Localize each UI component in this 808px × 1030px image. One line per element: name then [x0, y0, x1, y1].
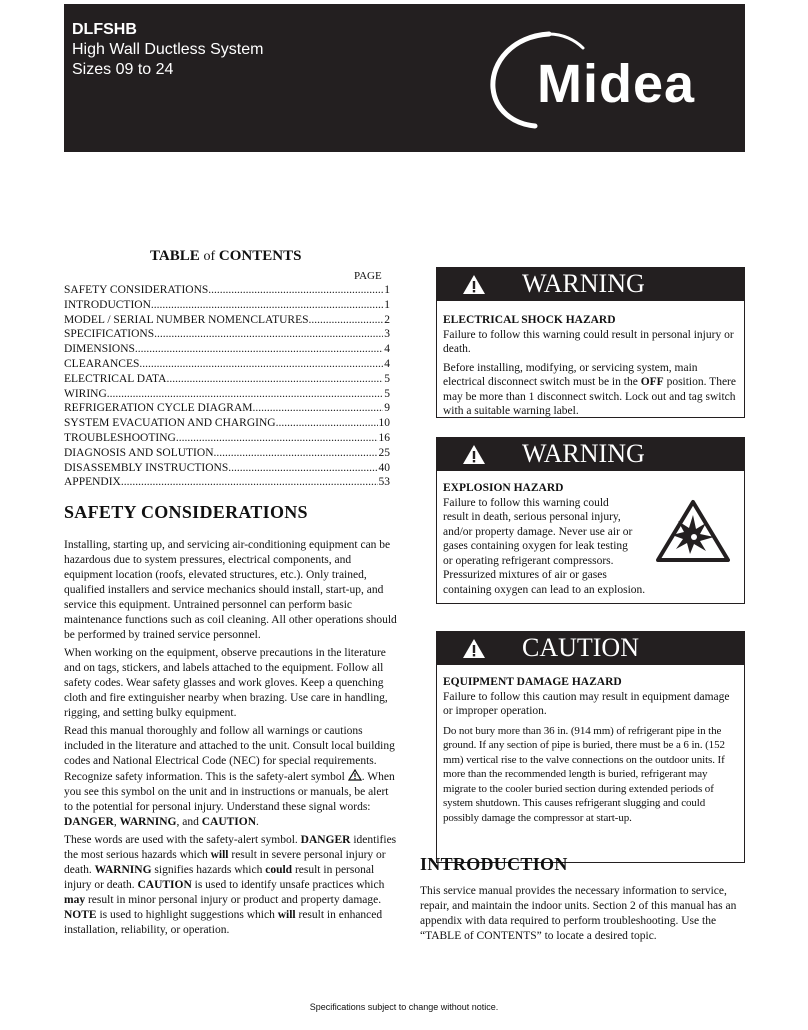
warning-text-lines: Failure to follow this warning could result in death, serious personal injury, and/or property damage. Never use air or gases containing oxygen for leak testing or operating refrigerant compressors. Pressurized mixtures of air or gases containing oxygen can lead to an explosion.	[443, 496, 646, 596]
safety-paragraph: Installing, starting up, and servicing air-conditioning equipment can be hazardous due to system pressures, electrical components, and equipment location (roofs, elevated structures, etc.). Only trained, qualified installers and service mechanics should install, start-up, and service this equipment. Untrained personnel can perform basic maintenance functions such as coil cleaning. All other operations should be performed by trained service personnel.	[64, 539, 397, 641]
toc-entry[interactable]	[64, 373, 390, 388]
toc-entry-label: TROUBLESHOOTING	[64, 431, 176, 444]
signal-word: WARNING	[522, 269, 645, 298]
intro-body: This service manual provides the necessary information to service, repair, and maintain the indoor units. Section 2 of this manual has an appendix with data required to perform troubleshooting. Use the “TABLE of CONTENTS” to locate a desired topic.	[420, 885, 737, 942]
toc-entry-page: 1	[384, 284, 390, 296]
toc-entry-page: 25	[378, 446, 390, 459]
safety-alert-icon	[348, 769, 362, 781]
toc-entry[interactable]	[64, 417, 390, 432]
toc-leader-dots	[139, 358, 383, 370]
toc-list	[64, 284, 390, 491]
toc-entry[interactable]	[64, 284, 390, 299]
safety-paragraph: When working on the equipment, observe precautions in the literature and on tags, stickers, and labels attached to the equipment. Follow all safety codes. Wear safety glasses and work gloves. Keep a quenching cloth and fire extinguisher nearby when brazing. Use care in handling, rigging, and setting bulky equipment.	[64, 647, 388, 719]
toc-entry-label: DIMENSIONS	[64, 343, 135, 356]
toc-entry[interactable]	[64, 314, 390, 329]
toc-entry-label: REFRIGERATION CYCLE DIAGRAM	[64, 402, 253, 415]
toc-leader-dots	[228, 462, 377, 474]
toc-entry[interactable]	[64, 432, 390, 447]
toc-entry[interactable]	[64, 343, 390, 358]
warning-box-explosion	[436, 437, 745, 604]
warning-triangle-icon	[462, 638, 486, 659]
toc-entry-page: 4	[384, 357, 390, 370]
toc-entry[interactable]	[64, 462, 390, 477]
intro-heading: INTRODUCTION	[420, 854, 568, 874]
toc-entry-page: 4	[384, 343, 390, 356]
brand-logo	[483, 22, 743, 132]
toc-page-label: PAGE	[354, 270, 382, 282]
toc-leader-dots	[252, 402, 383, 414]
toc-leader-dots	[121, 476, 378, 488]
toc-leader-dots	[214, 447, 378, 459]
toc-leader-dots	[176, 432, 378, 444]
toc-leader-dots	[208, 284, 383, 296]
toc-entry[interactable]	[64, 299, 390, 314]
warning-text: Failure to follow this warning could result in personal injury or death.	[443, 328, 734, 355]
safety-body	[64, 538, 400, 941]
toc-entry-page: 10	[378, 417, 390, 430]
toc-entry-label: SPECIFICATIONS	[64, 328, 155, 341]
toc-entry-label: DIAGNOSIS AND SOLUTION	[64, 446, 214, 459]
footer-note: Specifications subject to change without notice.	[309, 1002, 499, 1012]
toc-entry-page: 40	[378, 461, 390, 474]
product-line: High Wall Ductless System	[72, 41, 264, 58]
toc-entry-page: 5	[384, 387, 390, 400]
toc-entry[interactable]	[64, 476, 390, 491]
warning-header	[436, 437, 745, 471]
warning-box-electrical	[436, 267, 745, 418]
toc-entry[interactable]	[64, 328, 390, 343]
toc-entry-label: DISASSEMBLY INSTRUCTIONS	[64, 461, 229, 474]
toc-entry[interactable]	[64, 388, 390, 403]
caution-header	[436, 631, 745, 665]
hazard-title: EXPLOSION HAZARD	[443, 482, 564, 494]
brand-name: Midea	[537, 54, 696, 114]
toc-leader-dots	[309, 314, 384, 326]
toc-entry-label: ELECTRICAL DATA	[64, 372, 167, 385]
toc-title: TABLE of CONTENTS	[150, 248, 302, 264]
toc-entry-label: APPENDIX	[64, 476, 121, 489]
caution-text: Do not bury more than 36 in. (914 mm) of refrigerant pipe in the ground. If any section of pipe is buried, there must be a 6 in. (152 mm) vertical rise to the valve connections on the outdoor units. If more than the recommended length is buried, refrigerant may migrate to the cooler buried section during extended periods of system shutdown. This causes refrigerant slugging and could possibly damage the compressor at start-up.	[443, 724, 725, 824]
toc-entry-label: CLEARANCES	[64, 357, 140, 370]
toc-leader-dots	[276, 417, 378, 429]
size-range: Sizes 09 to 24	[72, 61, 174, 78]
toc-entry-page: 9	[384, 402, 390, 415]
header-title-block	[72, 20, 263, 80]
hazard-title: ELECTRICAL SHOCK HAZARD	[443, 314, 616, 326]
warning-triangle-icon	[462, 274, 486, 295]
toc-entry-page: 16	[378, 431, 390, 444]
toc-entry-page: 3	[384, 328, 390, 341]
toc-leader-dots	[166, 373, 383, 385]
toc-entry-page: 53	[378, 476, 390, 489]
hazard-title: EQUIPMENT DAMAGE HAZARD	[443, 676, 622, 688]
warning-triangle-icon	[462, 444, 486, 465]
signal-word: CAUTION	[522, 633, 639, 662]
toc-entry-page: 1	[384, 298, 390, 311]
toc-entry-label: INTRODUCTION	[64, 298, 151, 311]
caution-box	[436, 631, 745, 863]
warning-body	[436, 471, 745, 604]
toc-entry-label: WIRING	[64, 387, 107, 400]
toc-leader-dots	[135, 343, 383, 355]
warning-header	[436, 267, 745, 301]
toc-leader-dots	[151, 299, 383, 311]
safety-paragraph: These words are used with the safety-alert symbol. DANGER identifies the most serious hazards which will result in severe personal injury or death. WARNING signifies hazards which could result in personal injury or death. CAUTION is used to identify unsafe practices which may result in minor personal injury or product and property damage. NOTE is used to highlight suggestions which will result in enhanced installation, reliability, or operation.	[64, 834, 397, 936]
model-name: DLFSHB	[72, 21, 137, 38]
toc-entry-page: 5	[384, 372, 390, 385]
caution-body	[436, 665, 745, 863]
toc-entry-page: 2	[384, 313, 390, 326]
toc-entry[interactable]	[64, 358, 390, 373]
signal-word: WARNING	[522, 439, 645, 468]
toc-entry-label: SAFETY CONSIDERATIONS	[64, 284, 209, 296]
warning-text: Before installing, modifying, or servicing system, main electrical disconnect switch must be in the OFF position. There may be more than 1 disconnect switch. Lock out and tag switch with a suitable warning label.	[443, 361, 736, 417]
toc-entry[interactable]	[64, 447, 390, 462]
safety-heading: SAFETY CONSIDERATIONS	[64, 502, 308, 522]
toc-leader-dots	[154, 328, 383, 340]
toc-entry-label: SYSTEM EVACUATION AND CHARGING	[64, 417, 276, 430]
header-banner	[64, 4, 745, 152]
caution-text: Failure to follow this caution may result in equipment damage or improper operation.	[443, 690, 730, 717]
safety-paragraph: Read this manual thoroughly and follow all warnings or cautions included in the literature and attached to the unit. Consult local building codes and National Electrical Code (NEC) for special requirements. Recognize safety information. This is the safety-alert symbol . When you see this symbol on the unit and in instructions or manuals, be alert to the potential for personal injury. Understand these signal words: DANGER, WARNING, and CAUTION.	[64, 725, 395, 828]
toc-leader-dots	[107, 388, 383, 400]
explosion-hazard-icon	[656, 499, 730, 563]
warning-body	[436, 301, 745, 418]
toc-entry[interactable]	[64, 402, 390, 417]
toc-entry-label: MODEL / SERIAL NUMBER NOMENCLATURES	[64, 313, 309, 326]
